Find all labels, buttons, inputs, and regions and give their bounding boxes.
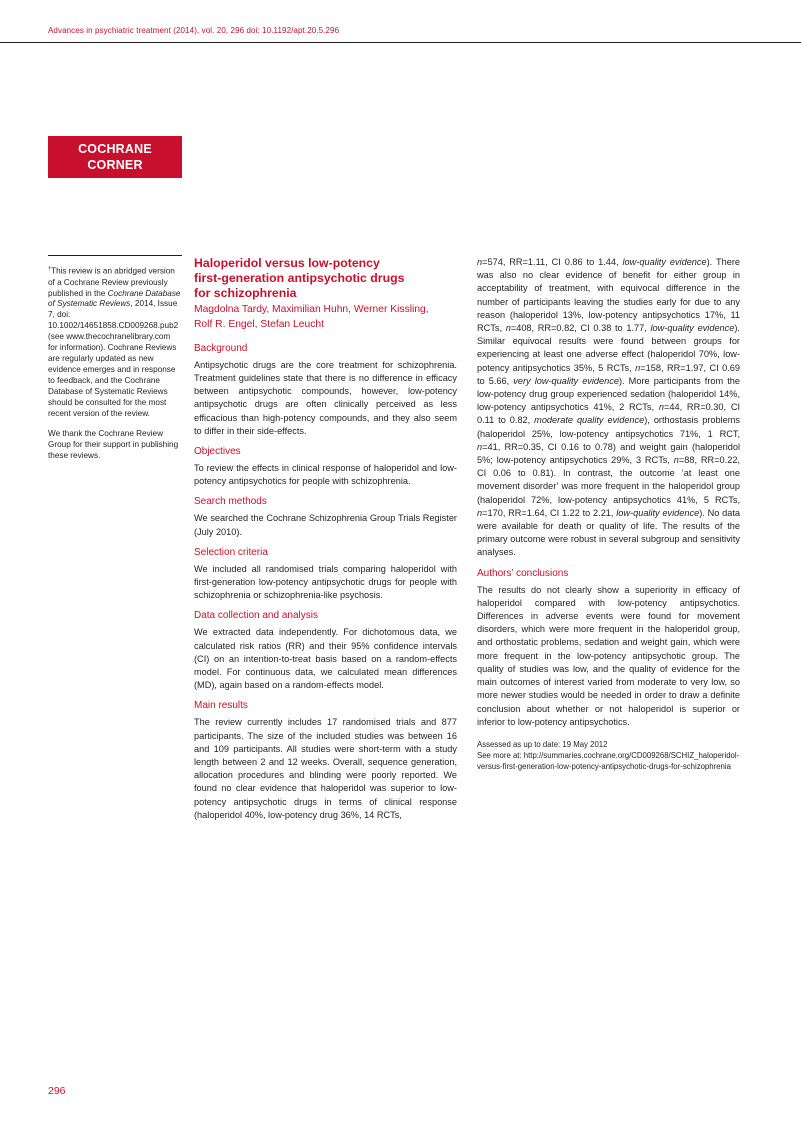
results-span: =88, RR=0.22, CI 0.06 to 0.81). In contrast, the outcome ‘at least one movement disorder’ was more frequent in the haloperidol group (haloperidol 72%, low-potency antipsychotics 41%, 5 RCTs,: [477, 455, 740, 505]
results-span: =158, RR=1.97, CI 0.69 to 5.66,: [477, 362, 740, 386]
n-symbol: n: [505, 323, 511, 334]
results-span: ), orthostasis problems (haloperidol 25%, low-potency antipsychotics 71%, 1 RCT,: [477, 415, 740, 439]
article-authors: [194, 303, 457, 331]
objectives-heading: Objectives: [194, 446, 241, 458]
results-span: ). More participants from the low-potency drug group experienced sedation (haloperidol 14%, low-potency antipsychotics 41%, 2 RCTs,: [477, 375, 740, 413]
results-span: =170, RR=1.64, CI 1.22 to 2.21,: [482, 507, 617, 518]
footnote-text-b: , 2014, Issue 7, doi: 10.1002/14651858.CD009268.pub2 (see www.thecochranelibrary.com for information). Cochrane Reviews are regularly updated as new evidence emerges and in response to feedback, and the Cochrane Database of Systematic Reviews should be consulted for the most recent version of the review.: [48, 299, 179, 418]
results-span: ). There was also no clear evidence of benefit for either group in acceptability of treatment, with equivocal difference in the number of participants leaving the studies early for due to any reason (haloperidol 13%, low-potency antipsychotics 17%, 11 RCTs,: [477, 257, 741, 334]
footnote-journal: Cochrane Database of Systematic Reviews: [48, 288, 181, 309]
search-methods-text: We searched the Cochrane Schizophrenia Group Trials Register (July 2010).: [194, 513, 457, 537]
title-line-1: Haloperidol versus low-potency: [194, 256, 380, 270]
footnote-text-a: This review is an abridged version of a Cochrane Review previously published in the: [48, 266, 175, 298]
badge-line-2: CORNER: [87, 158, 143, 172]
search-methods-heading: Search methods: [194, 496, 267, 508]
selection-criteria-heading: Selection criteria: [194, 546, 268, 558]
data-collection-heading: Data collection and analysis: [194, 610, 318, 622]
review-notes: [477, 739, 740, 772]
evidence-quality: low-quality evidence: [650, 323, 735, 334]
n-symbol: n: [658, 402, 664, 413]
main-results-text-part-2: [477, 256, 740, 560]
results-span: =574, RR=1.11, CI 0.86 to 1.44,: [482, 257, 623, 267]
main-results-heading: Main results: [194, 700, 248, 712]
results-span: ). Similar equivocal results were found between groups for experiencing at least one adverse effect (haloperidol 70%, low-potency antipsychotics 35%, 5 RCTs,: [477, 323, 740, 373]
section-badge: [48, 136, 182, 178]
authors-line-1: Magdolna Tardy, Maximilian Huhn, Werner Kissling,: [194, 304, 429, 316]
sidebar-footnote: [48, 264, 182, 419]
see-more-link[interactable]: See more at: http://summaries.cochrane.org/CD009268/SCHIZ_haloperidol-versus-first-generation-low-potency-antipsychotic-drugs-for-schizophrenia: [477, 750, 740, 771]
sidebar-divider: [48, 255, 182, 256]
results-span: =41, RR=0.35, CI 0.16 to 0.78) and weight gain (haloperidol 5%; low-potency antipsychotics 29%, 3 RCTs,: [477, 441, 740, 466]
objectives-text: To review the effects in clinical response of haloperidol and low-potency antipsychotics for people with schizophrenia.: [194, 463, 457, 487]
title-line-2: first-generation antipsychotic drugs: [194, 270, 405, 285]
evidence-quality: moderate quality evidence: [534, 415, 645, 426]
page-number: 296: [48, 1085, 66, 1097]
n-symbol: n: [477, 507, 483, 518]
footnote-mark: †: [48, 266, 52, 272]
article-column-1: [194, 256, 457, 829]
title-line-3: for schizophrenia: [194, 285, 297, 300]
evidence-quality: low-quality evidence: [622, 257, 707, 267]
evidence-quality: very low-quality evidence: [513, 375, 619, 386]
evidence-quality: low-quality evidence: [616, 507, 700, 518]
n-symbol: n: [477, 441, 483, 452]
authors-line-2: Rolf R. Engel, Stefan Leucht: [194, 318, 324, 330]
article-column-2: [477, 256, 740, 772]
n-symbol: n: [635, 362, 641, 373]
main-results-text-part-1: The review currently includes 17 randomised trials and 877 participants. The size of the included studies was between 16 and 109 participants. All studies were short-term with a study length between 2 and 12 weeks. Overall, sequence generation, allocation procedures and blinding were poorly reported. We found no clear evidence that haloperidol was superior to low-potency antipsychotic drugs in terms of clinical response (haloperidol 40%, low-potency drug 36%, 14 RCTs,: [194, 717, 457, 820]
sidebar-thanks: We thank the Cochrane Review Group for their support in publishing these reviews.: [48, 429, 179, 461]
background-text: Antipsychotic drugs are the core treatment for schizophrenia. Treatment guidelines state that there is no difference in efficacy between antipsychotic compounds, however, low-potency antipsychotic drugs are often clinically perceived as less efficacious than high-potency compounds, and they also seem to differ in their side-effects.: [194, 359, 457, 436]
badge-line-1: COCHRANE: [78, 142, 152, 156]
data-collection-text: We extracted data independently. For dichotomous data, we calculated risk ratios (RR) and their 95% confidence intervals (CI) on an intention-to-treat basis based on a random-effects model. For continuous data, we calculated mean differences (MD), again based on a random-effects model.: [194, 627, 457, 691]
n-symbol: n: [673, 455, 679, 466]
n-symbol: n: [477, 257, 483, 267]
running-head: Advances in psychiatric treatment (2014), vol. 20, 296 doi: 10.1192/apt.20.5.296: [48, 26, 340, 35]
sidebar-notes: [48, 264, 182, 472]
results-span: =408, RR=0.82, CI 0.38 to 1.77,: [510, 323, 651, 334]
results-span: ). No data were available for death or quality of life. The results of the primary outcome were robust in several subgroup and sensitivity analyses.: [477, 507, 740, 558]
header-divider: [0, 42, 801, 43]
results-span: =44, RR=0.30, CI 0.11 to 0.82,: [477, 402, 741, 426]
authors-conclusions-text: The results do not clearly show a superiority in efficacy of haloperidol compared with low-potency antipsychotics. Differences in adverse events were found for movement disorders, which were more frequent in the haloperidol group, and orthostatic problems, sedation and weight gain, which were more frequent in the low-potency antipsychotic group. The quality of studies was low, and the quality of evidence for the main outcomes of interest varied from moderate to very low, so more newer studies would be needed in order to draw a definite conclusion about whether or not haloperidol is superior or inferior to low-potency antipsychotics.: [477, 584, 740, 727]
assessed-date: Assessed as up to date: 19 May 2012: [477, 739, 608, 749]
background-heading: Background: [194, 342, 248, 354]
article-title: [194, 256, 457, 300]
authors-conclusions-heading: Authors’ conclusions: [477, 567, 569, 579]
selection-criteria-text: We included all randomised trials comparing haloperidol with first-generation low-potency antipsychotic drugs for people with schizophrenia or schizophrenia-like psychosis.: [194, 563, 457, 601]
